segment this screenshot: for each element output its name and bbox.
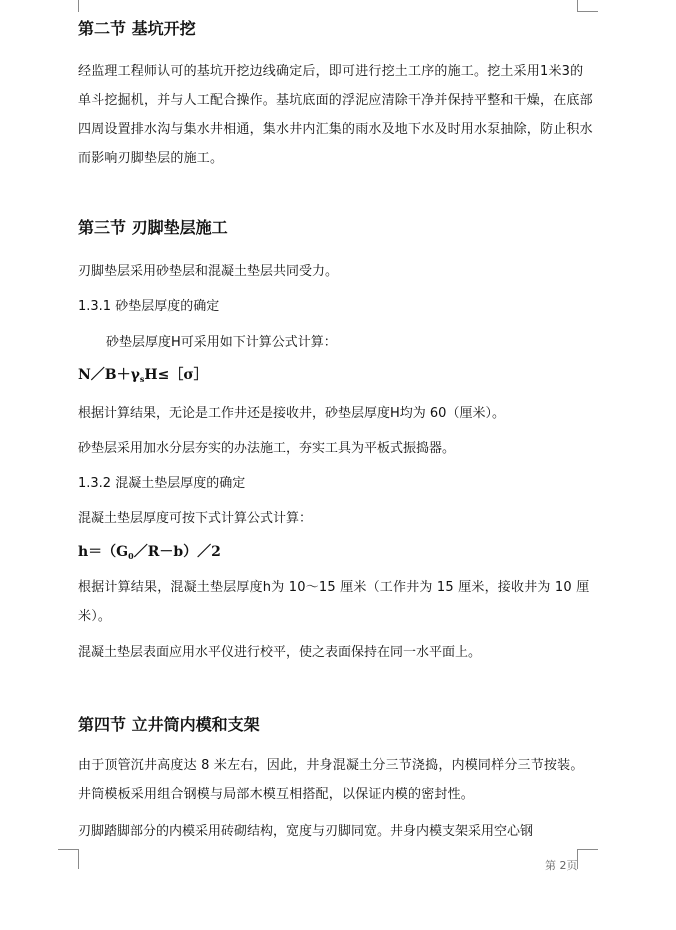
page-number: 第 2页 (545, 859, 578, 872)
section-4-heading: 第四节 立井筒内模和支架 (78, 715, 260, 734)
sand-cushion-formula (78, 364, 208, 384)
crop-mark-bottom-left-h (58, 849, 78, 850)
sand-cushion-method: 砂垫层采用加水分层夯实的办法施工，夯实工具为平板式振捣器。 (78, 441, 456, 456)
subsection-1-3-2-line: 混凝土垫层厚度可按下式计算公式计算： (78, 511, 313, 526)
subsection-1-3-1-line: 砂垫层厚度H可采用如下计算公式计算： (106, 335, 337, 350)
formula-2-left: h＝（G (78, 544, 129, 560)
section-3-heading: 第三节 刃脚垫层施工 (78, 218, 228, 237)
formula-1-subscript: s (139, 374, 145, 384)
subsection-1-3-1-title: 1.3.1 砂垫层厚度的确定 (78, 299, 220, 314)
concrete-cushion-result: 根据计算结果，混凝土垫层厚度h为 10～15 厘米（工作井为 15 厘米，接收井为 10 厘米）。 (78, 580, 590, 624)
subsection-1-3-2-title: 1.3.2 混凝土垫层厚度的确定 (78, 476, 246, 491)
concrete-cushion-formula (78, 541, 221, 561)
crop-mark-bottom-left-v (78, 849, 79, 869)
section-4-paragraph-1: 由于顶管沉井高度达 8 米左右，因此，井身混凝土分三节浇捣，内模同样分三节按装。井筒模板采用组合钢模与局部木模互相搭配，以保证内模的密封性。 (78, 758, 584, 802)
sand-cushion-result: 根据计算结果，无论是工作井还是接收井，砂垫层厚度H均为 60（厘米）。 (78, 406, 505, 421)
section-4-paragraph-2: 刃脚踏脚部分的内模采用砖砌结构，宽度与刃脚同宽。井身内模支架采用空心钢 (78, 824, 534, 839)
crop-mark-bottom-right-h (578, 849, 598, 850)
formula-1-left: N／B＋γ (78, 367, 140, 383)
crop-mark-top-left-v (78, 0, 79, 12)
section-3-intro: 刃脚垫层采用砂垫层和混凝土垫层共同受力。 (78, 264, 339, 279)
formula-1-right: H≤［σ］ (144, 367, 208, 383)
formula-2-subscript: 0 (128, 551, 134, 561)
section-2-heading: 第二节 基坑开挖 (78, 19, 196, 38)
formula-2-right: ／R－b）／2 (133, 544, 221, 560)
concrete-cushion-leveling: 混凝土垫层表面应用水平仪进行校平，使之表面保持在同一水平面上。 (78, 645, 482, 660)
section-2-paragraph: 经监理工程师认可的基坑开挖边线确定后，即可进行挖土工序的施工。挖土采用1米3的单斗挖掘机，并与人工配合操作。基坑底面的浮泥应清除干净并保持平整和干燥，在底部四周设置排水沟与集水井相通，集水井内汇集的雨水及地下水及时用水泵抽除，防止积水而影响刃脚垫层的施工。 (78, 64, 593, 166)
crop-mark-top-right-h (578, 11, 598, 12)
